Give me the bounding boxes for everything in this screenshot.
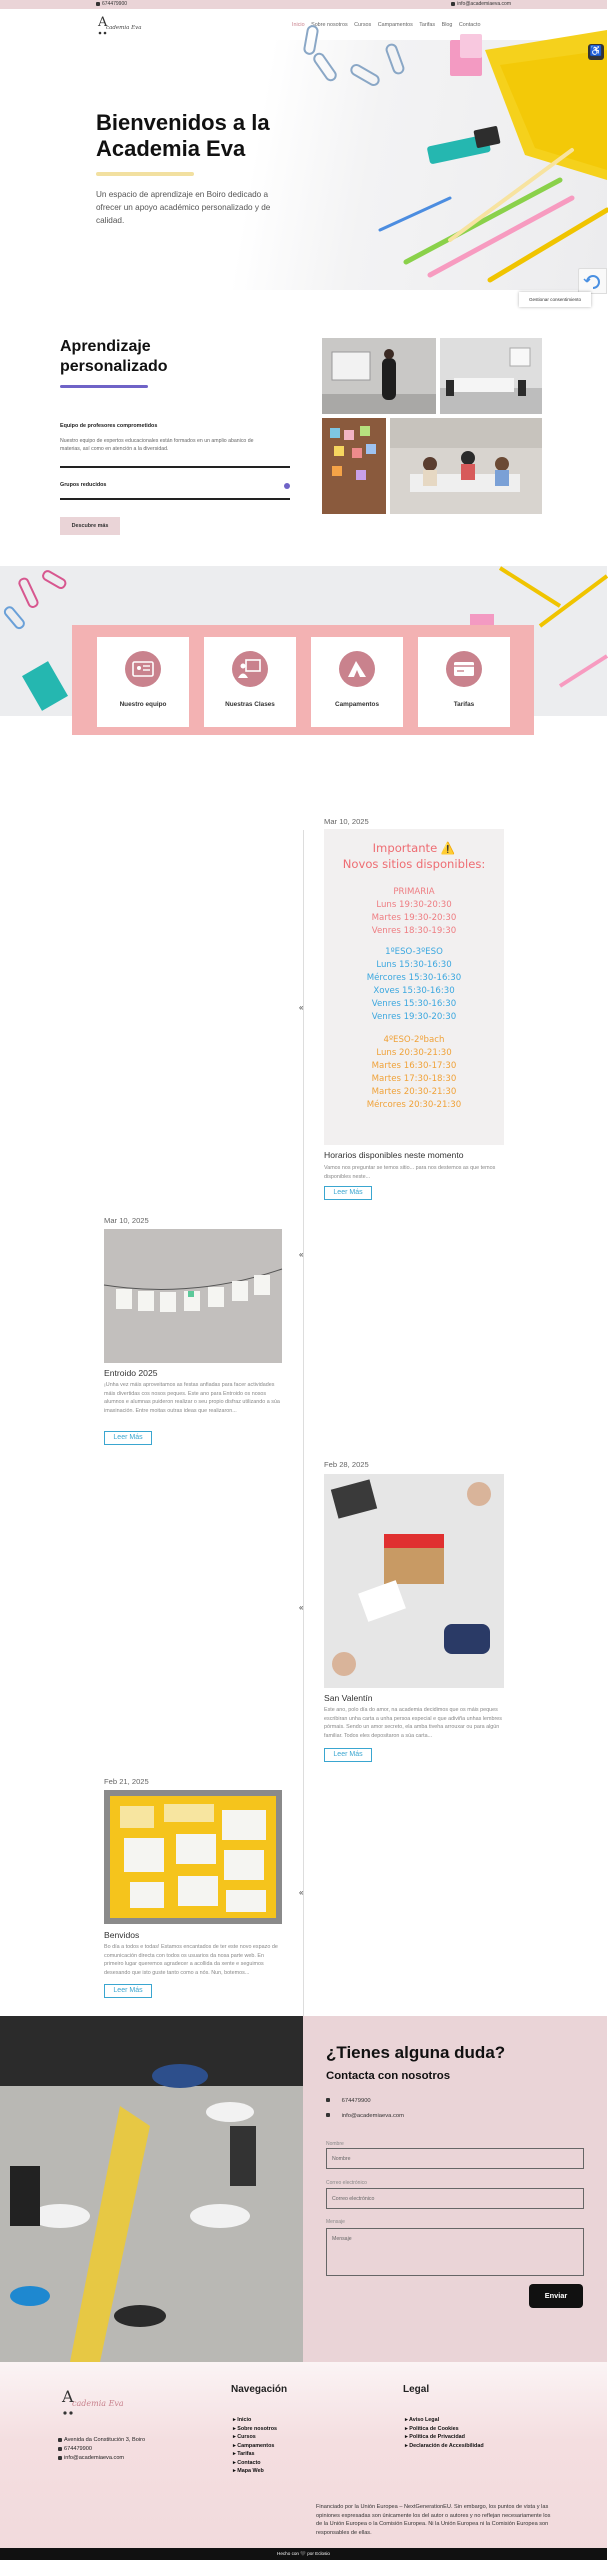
footer-logo[interactable] (58, 2384, 122, 2418)
footer-legal-item[interactable]: ▸ Política de Privacidad (405, 2434, 465, 2440)
post-title[interactable]: Entroido 2025 (104, 1368, 158, 1378)
message-label: Mensaje (326, 2219, 345, 2225)
id-card-icon (125, 651, 161, 687)
mail-icon (451, 2, 455, 6)
phone-icon (96, 2, 100, 6)
poster-group-name: 4ºESO-2ºbach (383, 1035, 445, 1045)
accordion-teachers-title[interactable]: Equipo de profesores comprometidos (60, 423, 158, 429)
footer-legal-item[interactable]: ▸ Declaración de Accesibilidad (405, 2442, 484, 2449)
teacher-board-icon (232, 651, 268, 687)
service-label: Campamentos (334, 701, 380, 708)
svg-text:A: A (62, 2387, 74, 2406)
post-excerpt: Bo día a todos e todas! Estamos encantados de ter este novo espazo de comunicación directa con todos os usuarios da nosa parte web. En primeiro lugar queremos agradecer a acollida da xente e seguimos desexando que isto guste tanto como a nós. Nun, botemos... (104, 1944, 278, 1976)
footer-nav-item[interactable]: ▸ Campamentos (233, 2442, 275, 2449)
footer-nav-item[interactable]: ▸ Inicio (233, 2417, 252, 2423)
post-title[interactable]: Horarios disponibles neste momento (324, 1150, 464, 1160)
poster-line: Venres 19:30-20:30 (371, 1012, 457, 1022)
post-image-welcome-board[interactable] (104, 1790, 282, 1924)
poster-line: Luns 20:30-21:30 (376, 1048, 452, 1058)
nav-item-inicio[interactable]: Inicio (292, 22, 305, 28)
service-card-team[interactable] (97, 637, 189, 727)
poster-line: Venres 15:30-16:30 (371, 999, 457, 1009)
service-label: Nuestro equipo (119, 701, 167, 708)
classroom-photo-teacher (322, 338, 436, 414)
classroom-photo-door (322, 418, 386, 514)
post-date: Mar 10, 2025 (324, 817, 369, 826)
mail-icon (326, 2113, 330, 2117)
phone-icon (326, 2098, 330, 2102)
svg-text:cademia Eva: cademia Eva (106, 25, 142, 31)
post-excerpt: Vamos nos preguntar se temos sitio... para nos destemos as que temos disponibles neste... (324, 1165, 496, 1180)
timeline-marker-icon: « (299, 1603, 304, 1612)
read-more-button[interactable]: Leer Más (104, 1984, 152, 1998)
email-label: Correo electrónico (326, 2180, 367, 2186)
footer-legal-list (405, 2416, 484, 2450)
nav-item-campamentos[interactable]: Campamentos (377, 22, 413, 28)
nav-item-cursos[interactable]: Cursos (354, 22, 372, 28)
nav-item-sobre-nosotros[interactable]: Sobre nosotros (311, 22, 348, 28)
footer-nav-list (233, 2416, 277, 2476)
accordion-divider (60, 466, 290, 468)
contact-subtitle: Contacta con nosotros (326, 2070, 451, 2082)
footer-nav-item[interactable]: ▸ Tarifas (233, 2451, 255, 2457)
hero-description: Un espacio de aprendizaje en Boiro dedicado a ofrecer un apoyo académico personalizado y de calidad. (96, 190, 271, 225)
timeline-marker-icon: « (299, 1888, 304, 1897)
footer-address: Avenida da Constitución 3, Boiro (58, 2436, 145, 2445)
top-bar (0, 0, 607, 9)
poster-line: Venres 18:30-19:30 (371, 926, 457, 936)
main-nav (292, 22, 485, 28)
poster-group-name: 1ºESO-3ºESO (385, 947, 443, 957)
email-field[interactable]: Correo electrónico (326, 2188, 584, 2209)
poster-line: Martes 16:30-17:30 (371, 1061, 457, 1071)
send-button[interactable]: Enviar (529, 2284, 583, 2308)
nav-item-contacto[interactable]: Contacto (458, 22, 481, 28)
contact-phone[interactable]: 674479900 (326, 2098, 371, 2104)
post-date: Mar 10, 2025 (104, 1216, 149, 1225)
classroom-photo-tables (440, 338, 542, 414)
post-image-schedule-poster[interactable] (324, 829, 504, 1145)
poster-line: Martes 19:30-20:30 (371, 913, 457, 923)
accessibility-button[interactable]: ♿ (588, 44, 604, 60)
mail-icon (58, 2456, 62, 2460)
post-excerpt: Este ano, polo día do amor, na academia decidimos que os máis peques escribiran unha carta a unha persoa especial e que adiviña unhas lembres pórmais. Sendo un amor secreto, ela amba tiveha arrouxar ou para algún familiar. Todos eles depositaron a súa carta... (324, 1707, 503, 1739)
consent-button[interactable]: Gestionar consentimiento (519, 292, 591, 307)
poster-line: Martes 20:30-21:30 (371, 1087, 457, 1097)
footer-legal-item[interactable]: ▸ Política de Cookies (405, 2425, 459, 2432)
poster-line: Luns 19:30-20:30 (376, 900, 452, 910)
learning-section-title: Aprendizaje personalizado (60, 338, 168, 375)
footer-email[interactable]: info@academiaeva.com (58, 2454, 124, 2463)
read-more-button[interactable]: Leer Más (324, 1186, 372, 1200)
poster-line: Mércores 20:30-21:30 (366, 1100, 462, 1110)
timeline-marker-icon: « (299, 1250, 304, 1259)
footer-nav-item[interactable]: ▸ Contacto (233, 2459, 261, 2466)
footer-phone[interactable]: 674479900 (58, 2445, 92, 2454)
price-card-icon (446, 651, 482, 687)
footer-nav-item[interactable]: ▸ Cursos (233, 2434, 256, 2440)
timeline-marker-icon: « (299, 1003, 304, 1012)
svg-text:A: A (98, 15, 108, 30)
footer-nav-item[interactable]: ▸ Sobre nosotros (233, 2425, 278, 2432)
location-icon (58, 2438, 62, 2442)
hero-title-underline (96, 172, 194, 176)
poster-line: Martes 17:30-18:30 (371, 1074, 457, 1084)
service-label: Nuestras Clases (225, 701, 275, 708)
nav-item-blog[interactable]: Blog (441, 22, 453, 28)
accordion-divider (60, 498, 290, 500)
message-field[interactable]: Mensaje (326, 2228, 584, 2276)
accordion-teachers-text: Nuestro equipo de expertos educacionales están formados en un amplio abanico de materias, así como en atención a la diversidad. (60, 438, 254, 452)
footer-nav-title: Navegación (231, 2384, 288, 2395)
discover-more-button[interactable]: Descubre más (60, 517, 120, 535)
poster-line: Mércores 15:30-16:30 (366, 973, 462, 983)
service-label: Tarifas (453, 701, 475, 708)
contact-title: ¿Tienes alguna duda? (326, 2043, 506, 2062)
phone-icon (58, 2447, 62, 2451)
svg-text:cademia Eva: cademia Eva (72, 2399, 124, 2408)
poster-title: Importante ⚠️ (372, 841, 456, 855)
poster-subtitle: Novos sitios disponibles: (342, 857, 486, 871)
post-date: Feb 28, 2025 (324, 1460, 369, 1469)
site-logo[interactable] (96, 13, 142, 37)
topbar-email[interactable]: info@academiaeva.com (451, 1, 511, 7)
footer-legal-title: Legal (403, 2384, 430, 2395)
poster-line: Xoves 15:30-16:30 (373, 986, 455, 996)
accordion-groups-title[interactable]: Grupos reducidos (60, 482, 107, 488)
recaptcha-badge[interactable] (578, 268, 607, 294)
name-label: Nombre (326, 2141, 344, 2147)
post-image-valentine[interactable] (324, 1474, 504, 1688)
poster-line: Luns 15:30-16:30 (376, 960, 452, 970)
poster-group-name: PRIMARIA (393, 887, 435, 897)
footer-credits[interactable]: Hecho con 🖤 por Eclosio (0, 2548, 607, 2560)
post-image-carnival[interactable] (104, 1229, 282, 1363)
accordion-toggle-icon[interactable] (284, 483, 290, 489)
post-excerpt: ¡Unha vez máis aproveitamos as festas anfiadas para facer actividades máis divertidas cos nosos peques. Este ano para Entroido os nosos alumnos e alumnas puideron realizar o seu propio disfraz utilizando a súa imaxinación. Entre moitas outras ideas que realizaron... (104, 1382, 280, 1414)
contact-email[interactable]: info@academiaeva.com (326, 2113, 404, 2119)
classroom-photo-students (390, 418, 542, 514)
service-card-classes[interactable] (204, 637, 296, 727)
tent-icon (339, 651, 375, 687)
contact-photo (0, 2016, 303, 2362)
post-title[interactable]: San Valentín (324, 1693, 373, 1703)
read-more-button[interactable]: Leer Más (104, 1431, 152, 1445)
eu-funding-notice: Financiado por la Unión Europea – NextGenerationEU. Sin embargo, los puntos de vista y las opiniones expresadas son únicamente los del autor o autores y no reflejan necesariamente los de la Unión Europea o la Comisión Europea. Ni la Unión Europea ni la Comisión Europea son responsables de ellas. (316, 2504, 551, 2536)
name-field[interactable]: Nombre (326, 2148, 584, 2169)
service-card-prices[interactable] (418, 637, 510, 727)
nav-item-tarifas[interactable]: Tarifas (419, 22, 436, 28)
topbar-phone[interactable]: 674479900 (96, 1, 127, 7)
read-more-button[interactable]: Leer Más (324, 1748, 372, 1762)
footer-legal-item[interactable]: ▸ Aviso Legal (405, 2417, 440, 2423)
hero-title: Bienvenidos a la Academia Eva (96, 110, 270, 161)
footer-nav-item[interactable]: ▸ Mapa Web (233, 2468, 264, 2474)
post-title[interactable]: Benvidos (104, 1930, 140, 1940)
learning-title-underline (60, 385, 148, 388)
post-date: Feb 21, 2025 (104, 1777, 149, 1786)
service-card-camps[interactable] (311, 637, 403, 727)
